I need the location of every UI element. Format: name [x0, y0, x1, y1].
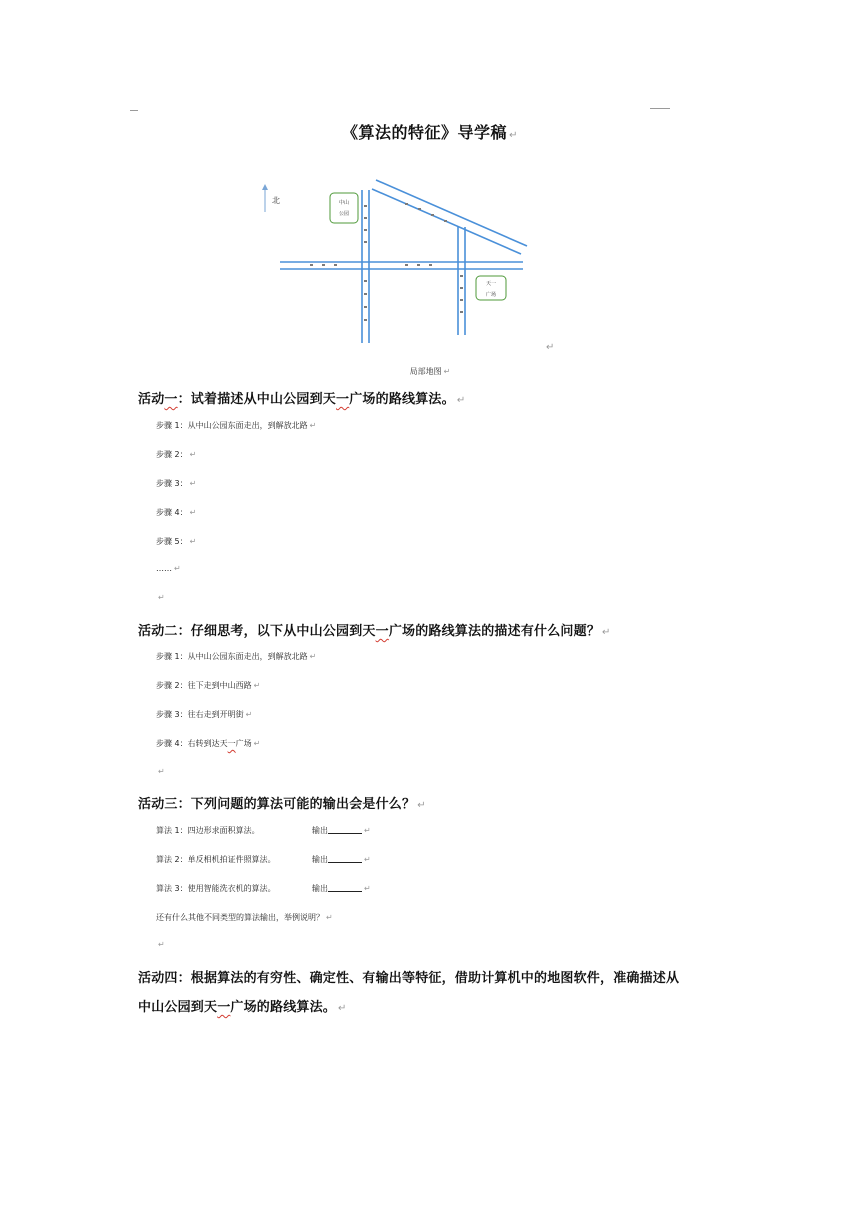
paragraph-mark: ↵: [309, 421, 317, 430]
paragraph-mark: ↵: [158, 767, 165, 776]
activity2-heading-part: 活动二：仔细思考，以下从中山公园到天: [138, 624, 376, 639]
step-text: 步骤 1：从中山公园东面走出，到解放北路: [156, 652, 308, 661]
road-network: [280, 180, 527, 343]
square-label-line1: 天一: [485, 281, 497, 287]
activity1-heading: [138, 388, 465, 407]
page-corner-mark-right: [650, 108, 670, 109]
activity2-heading: [138, 620, 611, 639]
activity1-empty-line: [156, 593, 165, 602]
map-caption: [0, 366, 860, 377]
activity1-heading-wavy: 一: [336, 392, 350, 407]
activity1-heading-wavy: 一: [164, 392, 178, 407]
paragraph-mark: ↵: [364, 855, 371, 864]
activity1-step: [156, 478, 196, 489]
activity1-heading-part: ：试着描述从中山公园到天: [177, 392, 337, 407]
paragraph-mark: ↵: [364, 826, 371, 835]
paragraph-mark: ↵: [326, 913, 333, 922]
activity3-algorithm-row: [156, 854, 371, 865]
north-label: 北: [272, 196, 280, 205]
park-label-line1: 中山: [338, 200, 350, 206]
activity3-algorithm-row: [156, 883, 371, 894]
algorithm-label: 算法 3：使用智能洗衣机的算法。: [156, 884, 276, 893]
paragraph-mark: ↵: [253, 739, 261, 748]
step-text: 步骤 4：: [156, 508, 188, 517]
activity1-step: [156, 536, 196, 547]
step-text: 步骤 4：右转到达天: [156, 739, 228, 748]
square-label-line2: 广场: [485, 292, 497, 298]
activity2-heading-wavy: 一: [375, 624, 389, 639]
paragraph-mark: ↵: [158, 940, 165, 949]
activity4-text: 中山公园到天: [138, 1000, 218, 1015]
activity2-step: [156, 709, 252, 720]
activity1-heading-part: 活动: [138, 392, 165, 407]
step-text: 步骤 2：往下走到中山西路: [156, 681, 252, 690]
activity3-heading: [138, 793, 426, 812]
step-text: ……: [156, 564, 172, 573]
activity4-heading-line1: [138, 967, 679, 986]
activity2-empty-line: [156, 767, 165, 776]
activity4-wavy: 一: [217, 1000, 231, 1015]
activity1-step: [156, 420, 316, 431]
paragraph-mark: ↵: [245, 710, 253, 719]
paragraph-mark: ↵: [338, 1003, 347, 1014]
caption-paragraph-mark: ↵: [443, 367, 451, 376]
activity1-step: [156, 507, 196, 518]
algorithm-output: [312, 825, 371, 836]
algorithm-output: [312, 854, 371, 865]
activity3-algorithm-row: [156, 825, 371, 836]
output-label: 输出: [312, 884, 328, 893]
output-label: 输出: [312, 826, 328, 835]
output-blank[interactable]: [328, 883, 362, 892]
paragraph-mark: ↵: [456, 395, 466, 406]
figure-paragraph-mark: ↵: [546, 342, 555, 353]
activity2-step: [156, 651, 316, 662]
title-text: 《算法的特征》导学稿: [342, 123, 508, 142]
paragraph-mark: ↵: [364, 884, 371, 893]
paragraph-mark: ↵: [309, 652, 317, 661]
step-text: 步骤 5：: [156, 537, 188, 546]
output-blank[interactable]: [328, 825, 362, 834]
paragraph-mark: ↵: [189, 508, 197, 517]
question-text: 还有什么其他不同类型的算法输出，举例说明？: [156, 913, 324, 922]
paragraph-mark: ↵: [174, 564, 181, 573]
activity3-empty-line: [156, 940, 165, 949]
page-corner-mark-left: [130, 110, 138, 111]
paragraph-mark: ↵: [509, 130, 518, 141]
paragraph-mark: ↵: [189, 537, 197, 546]
activity1-ellipsis: [156, 564, 181, 573]
paragraph-mark: ↵: [158, 593, 165, 602]
paragraph-mark: ↵: [417, 800, 426, 811]
algorithm-label: 算法 1：四边形求面积算法。: [156, 826, 260, 835]
local-map-figure: [255, 175, 545, 345]
activity1-heading-part: 广场的路线算法。: [349, 392, 455, 407]
algorithm-output: [312, 883, 371, 894]
output-blank[interactable]: [328, 854, 362, 863]
activity2-step: [156, 738, 260, 749]
step-wavy: 一: [227, 739, 236, 748]
paragraph-mark: ↵: [253, 681, 261, 690]
step-text: 步骤 2：: [156, 450, 188, 459]
park-label-line2: 公园: [338, 211, 350, 217]
activity4-text: 活动四：根据算法的有穷性、确定性、有输出等特征，借助计算机中的地图软件，准确描述从: [138, 971, 680, 986]
step-text: 广场: [235, 739, 252, 748]
algorithm-label: 算法 2：单反相机拍证件照算法。: [156, 855, 276, 864]
activity3-question: [156, 912, 333, 923]
activity3-heading-text: 活动三：下列问题的算法可能的输出会是什么？: [138, 797, 416, 812]
paragraph-mark: ↵: [189, 450, 197, 459]
road-diagonal-edge-1: [376, 180, 527, 246]
map-caption-text: 局部地图: [409, 367, 442, 376]
activity4-text: 广场的路线算法。: [230, 1000, 337, 1015]
activity1-step: [156, 449, 196, 460]
zhongshan-park-box: [330, 193, 358, 223]
activity2-step: [156, 680, 260, 691]
activity2-heading-part: 广场的路线算法的描述有什么问题？: [388, 624, 601, 639]
step-text: 步骤 3：往右走到开明街: [156, 710, 244, 719]
output-label: 输出: [312, 855, 328, 864]
north-arrow-icon: [262, 184, 268, 212]
document-title: [0, 120, 860, 143]
step-text: 步骤 1：从中山公园东面走出，到解放北路: [156, 421, 308, 430]
activity4-heading-line2: [138, 996, 347, 1015]
paragraph-mark: ↵: [602, 627, 611, 638]
step-text: 步骤 3：: [156, 479, 188, 488]
paragraph-mark: ↵: [189, 479, 197, 488]
